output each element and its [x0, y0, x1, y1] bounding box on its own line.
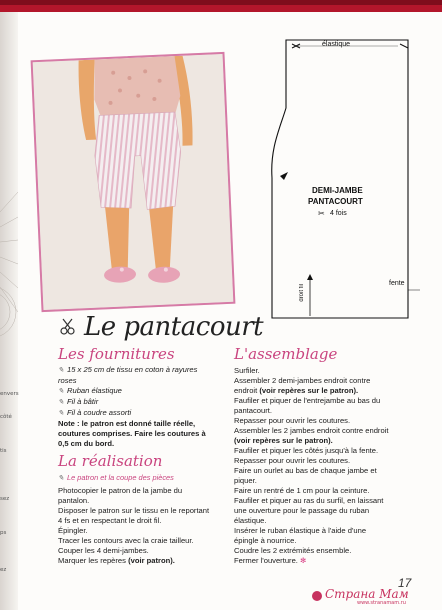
- page-binding: [0, 12, 18, 610]
- step-line: [234, 526, 388, 536]
- step-text: pantacourt.: [234, 406, 272, 415]
- step-line: [234, 556, 388, 566]
- note-line: 0,5 cm du bord.: [58, 439, 115, 448]
- step-text: Coudre les 2 extrémités ensemble.: [234, 546, 352, 555]
- realisation-subheading: ✎ Le patron et la coupe des pièces: [58, 473, 174, 482]
- step-text: Repasser pour ouvrir les coutures.: [234, 416, 351, 425]
- step-line: [234, 426, 388, 436]
- step-line: Couper les 4 demi-jambes.: [58, 546, 149, 555]
- step-line: Photocopier le patron de la jambe du: [58, 486, 183, 495]
- margin-word: côté: [0, 414, 12, 420]
- step-text: Surfiler.: [234, 366, 260, 375]
- pattern-grain-label: droit fil: [299, 284, 305, 302]
- pattern-slit-label: fente: [389, 280, 405, 287]
- step-text: Repasser pour ouvrir les coutures.: [234, 456, 351, 465]
- step-text: endroit: [234, 386, 260, 395]
- doll-photo: [31, 52, 236, 312]
- list-item: ✎ 15 x 25 cm de tissu en coton à rayures: [58, 365, 198, 374]
- title-row: [58, 312, 263, 342]
- pencil-icon: ✎: [58, 410, 64, 417]
- step-line: [234, 496, 388, 506]
- assemblage-steps: [234, 366, 388, 566]
- end-mark-icon: ✻: [297, 556, 307, 565]
- margin-word: ez: [0, 567, 7, 573]
- margin-word: sez: [0, 496, 10, 502]
- sewing-pattern: [250, 28, 430, 328]
- step-line: [234, 536, 388, 546]
- step-line: [234, 436, 388, 446]
- step-text: piquer.: [234, 476, 257, 485]
- step-text: Assembler les 2 jambes endroit contre endroit: [234, 426, 389, 435]
- pencil-icon: ✎: [58, 388, 64, 395]
- pattern-piece-name-2: PANTACOURT: [308, 197, 363, 206]
- margin-word: ps: [0, 530, 7, 536]
- step-line: Tracer les contours avec la craie tailleur.: [58, 536, 194, 545]
- pattern-piece-name-1: DEMI-JAMBE: [312, 186, 363, 195]
- step-text: Faire un rentré de 1 cm pour la ceinture.: [234, 486, 370, 495]
- list-item: ✎ Fil à bâtir: [58, 397, 99, 406]
- pencil-icon: ✎: [58, 475, 64, 482]
- pattern-label-elastique: élastique: [322, 41, 351, 48]
- step-text: Faufiler et piquer les côtés jusqu'à la fente.: [234, 446, 379, 455]
- margin-word: envers: [0, 391, 19, 397]
- step-line: [234, 396, 388, 406]
- step-text: une ouverture pour le passage du ruban: [234, 506, 370, 515]
- step-line: Épingler.: [58, 526, 88, 535]
- step-line: [234, 456, 388, 466]
- step-line: Marquer les repères (voir patron).: [58, 556, 175, 565]
- step-text: élastique.: [234, 516, 267, 525]
- page-title: Le pantacourt: [84, 312, 264, 342]
- step-text: Assembler 2 demi-jambes endroit contre: [234, 376, 371, 385]
- pencil-icon: ✎: [58, 399, 64, 406]
- step-line: [234, 506, 388, 516]
- step-line: [234, 446, 388, 456]
- realisation-steps: [58, 486, 209, 566]
- watermark-url: www.stranamam.ru: [357, 600, 406, 606]
- sewing-tools-icon: [58, 317, 78, 337]
- pattern-cut-count: 4 fois: [330, 210, 347, 217]
- assemblage-heading: L'assemblage: [234, 345, 338, 363]
- step-line: pantalon.: [58, 496, 90, 505]
- watermark: Страна Мам: [325, 587, 409, 601]
- step-text: Faufiler et piquer de l'entrejambe au bas du: [234, 396, 381, 405]
- list-item: ✎ Ruban élastique: [58, 386, 122, 395]
- step-text: Faire un ourlet au bas de chaque jambe et: [234, 466, 377, 475]
- pencil-icon: ✎: [58, 367, 64, 374]
- fournitures-list: [58, 365, 206, 449]
- realisation-heading: La réalisation: [58, 452, 163, 470]
- note-line: Note : le patron est donné taille réelle,: [58, 419, 196, 428]
- step-line: [234, 376, 388, 386]
- step-line: [234, 416, 388, 426]
- top-color-bar-dark: [0, 0, 442, 5]
- step-text: Fermer l'ouverture.: [234, 556, 298, 565]
- step-line: [234, 476, 388, 486]
- step-text: (voir repères sur le patron).: [234, 436, 333, 445]
- step-text: épingle à nourrice.: [234, 536, 297, 545]
- step-line: 4 fs et en respectant le droit fil.: [58, 516, 162, 525]
- step-line: [234, 406, 388, 416]
- step-text: Faufiler et piquer au ras du surfil, en laissant: [234, 496, 384, 505]
- step-line: [234, 366, 388, 376]
- page-number: 17: [398, 576, 412, 590]
- list-item: ✎ Fil à coudre assorti: [58, 408, 132, 417]
- note-line: coutures comprises. Faire les coutures à: [58, 429, 206, 438]
- step-line: [234, 386, 388, 396]
- list-item: roses: [58, 376, 77, 385]
- step-line: [234, 466, 388, 476]
- margin-word: tis: [0, 448, 7, 454]
- step-line: [234, 546, 388, 556]
- watermark-logo-icon: [312, 591, 322, 601]
- step-line: [234, 516, 388, 526]
- fournitures-heading: Les fournitures: [58, 345, 175, 363]
- scissors-icon: ✂: [318, 209, 325, 218]
- step-line: Disposer le patron sur le tissu en le reportant: [58, 506, 210, 515]
- step-line: [234, 486, 388, 496]
- step-text-bold: (voir repères sur le patron).: [259, 386, 359, 395]
- step-text: Insérer le ruban élastique à l'aide d'une: [234, 526, 367, 535]
